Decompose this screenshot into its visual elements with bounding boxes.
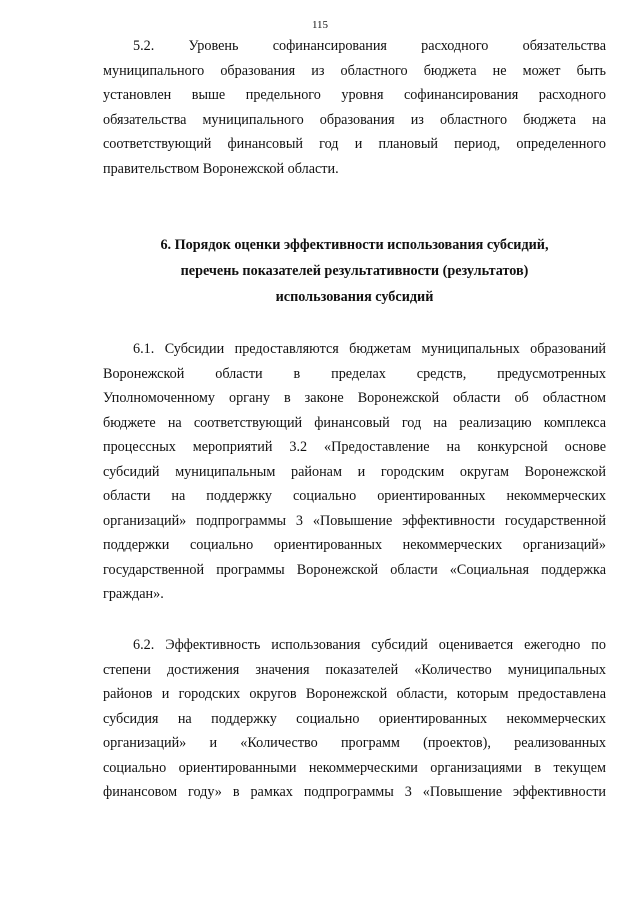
paragraph-line: степени достижения значения показателей «Количество муниципальных: [103, 661, 606, 678]
paragraph-line: установлен выше предельного уровня софинансирования расходного: [103, 87, 606, 103]
paragraph-line: организаций» и «Количество программ (проектов), реализованных: [103, 735, 606, 751]
paragraph-6-2: [103, 633, 606, 805]
paragraph-line: обязательства муниципального образования из областного бюджета на: [103, 111, 606, 128]
paragraph-line: процессных мероприятий 3.2 «Предоставление на конкурсной основе: [103, 439, 606, 455]
paragraph-line: организаций» подпрограммы 3 «Повышение эффективности государственной: [103, 512, 606, 529]
paragraph-6-1: [103, 337, 606, 607]
heading-line: использования субсидий: [275, 289, 434, 305]
paragraph-line: правительством Воронежской области.: [103, 160, 339, 177]
paragraph-line: государственной программы Воронежской области «Социальная поддержка: [103, 561, 606, 578]
paragraph-line: 6.2. Эффективность использования субсидий оценивается ежегодно по: [133, 637, 606, 653]
paragraph-line: соответствующий финансовый год и плановый период, определенного: [103, 136, 606, 152]
paragraph-line: области на поддержку социально ориентированных некоммерческих: [103, 488, 606, 504]
paragraph-line: бюджете на соответствующий финансовый год на реализацию комплекса: [103, 414, 606, 431]
paragraph-line: муниципального образования из областного бюджета не может быть: [103, 62, 606, 79]
paragraph-line: финансовом году» в рамках подпрограммы 3 «Повышение эффективности: [103, 784, 606, 800]
paragraph-line: субсидий муниципальным районам и городским округам Воронежской: [103, 463, 606, 480]
paragraph-line: 5.2. Уровень софинансирования расходного обязательства: [133, 38, 606, 54]
section-heading: [103, 232, 606, 310]
page-number: 115: [311, 19, 329, 31]
paragraph-line: субсидия на поддержку социально ориентированных некоммерческих: [103, 710, 606, 727]
paragraph-line: Уполномоченному органу в законе Воронежской области об областном: [103, 390, 606, 406]
heading-line: перечень показателей результативности (результатов): [180, 263, 529, 279]
paragraph-line: социально ориентированными некоммерческими организациями в текущем: [103, 759, 606, 776]
paragraph-5-2: [103, 34, 606, 181]
paragraph-line: поддержки социально ориентированных некоммерческих организаций»: [103, 537, 606, 553]
heading-line: 6. Порядок оценки эффективности использования субсидий,: [160, 237, 549, 253]
paragraph-line: граждан».: [103, 586, 164, 602]
paragraph-line: Воронежской области в пределах средств, предусмотренных: [103, 365, 606, 382]
paragraph-line: 6.1. Субсидии предоставляются бюджетам муниципальных образований: [133, 341, 606, 357]
paragraph-line: районов и городских округов Воронежской области, которым предоставлена: [103, 686, 606, 702]
